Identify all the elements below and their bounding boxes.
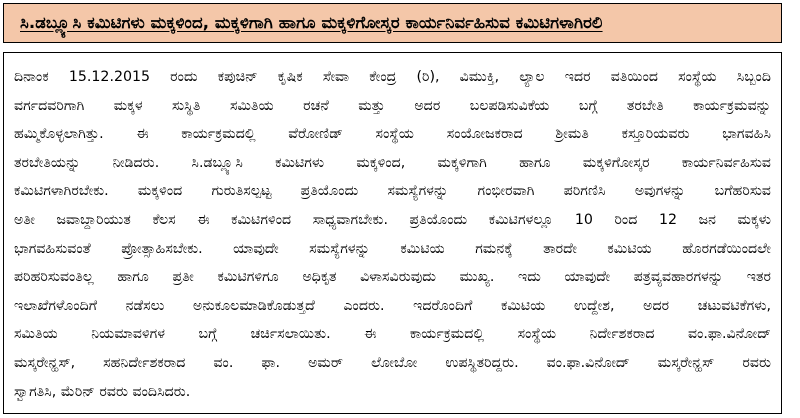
paragraph-line-6: ಅತೀ ಜವಾಬ್ದಾರಿಯುತ ಕೆಲಸ ಈ ಕಮಿಟಿಗಳಿಂದ ಸಾಧ್ಯವಾಗಬೇಕು. ಪ್ರತಿಯೊಂದು ಕಮಿಟಿಗಳಲ್ಲೂ 10 ರಿಂದ 12 ಜನ ಮಕ್ಕಳು [14, 211, 771, 228]
title-banner [3, 3, 782, 43]
paragraph-line-5: ಕಮಿಟಿಗಳಾಗಿರಬೇಕು. ಮಕ್ಕಳಿಂದ ಗುರುತಿಸಲ್ಪಟ್ಟ ಪ್ರತಿಯೊಂದು ಸಮಸ್ಯೆಗಳನ್ನು ಗಂಭೀರವಾಗಿ ಪರಿಗಣಿಸಿ ಅವುಗಳನ್ನು ಬಗೆಹರಿಸುವ [14, 183, 771, 200]
article-body [3, 52, 782, 414]
paragraph-line-9: ಇಲಾಖೆಗಳೊಂದಿಗೆ ನಡೆಸಲು ಅನುಕೂಲಮಾಡಿಕೊಡುತ್ತದೆ ಎಂದರು. ಇದರೊಂದಿಗೆ ಕಮಿಟಿಯ ಉದ್ದೇಶ, ಅದರ ಚಟುವಟಿಕೆಗಳು, [14, 297, 771, 314]
paragraph-line-8: ಪರಿಹರಿಸುವಂತಿಲ್ಲ ಹಾಗೂ ಪ್ರತೀ ಕಮಿಟಿಗಳಿಗೂ ಅಧಿಕೃತ ವಿಳಾಸವಿರುವುದು ಮುಖ್ಯ. ಇದು ಯಾವುದೇ ಪತ್ರವ್ಯವಹಾರಗಳನ್ನು ಇತರ [14, 269, 771, 286]
paragraph-line-10: ಸಮಿತಿಯ ನಿಯಮಾವಳಿಗಳ ಬಗ್ಗೆ ಚರ್ಚಿಸಲಾಯಿತು. ಈ ಕಾರ್ಯಕ್ರಮದಲ್ಲಿ ಸಂಸ್ಥೆಯ ನಿರ್ದೇಶಕರಾದ ವಂ.ಫಾ.ವಿನೋದ್ [14, 326, 771, 343]
paragraph-line-11: ಮಸ್ಕರೇನ್ಹಸ್, ಸಹನಿರ್ದೇಶಕರಾದ ವಂ. ಫಾ. ಅಮರ್ ಲೋಬೋ ಉಪಸ್ಥಿತರಿದ್ದರು. ವಂ.ಫಾ.ವಿನೋದ್ ಮಸ್ಕರೇನ್ಹಸ್ ರವರು [14, 354, 771, 371]
paragraph-line-1: ದಿನಾಂಕ 15.12.2015 ರಂದು ಕಪುಚಿನ್ ಕೃಷಿಕ ಸೇವಾ ಕೇಂದ್ರ (ರಿ), ವಿಮುಕ್ತಿ, ಲ್ಯಾಲ ಇದರ ವತಿಯಿಂದ ಸಂಸ್ಥೆಯ ಸಿಬ್ಬಂದಿ [14, 69, 771, 85]
paragraph-line-7: ಭಾಗವಹಿಸುವಂತೆ ಪ್ರೋತ್ಸಾಹಿಸಬೇಕು. ಯಾವುದೇ ಸಮಸ್ಯೆಗಳನ್ನು ಕಮಿಟಿಯ ಗಮನಕ್ಕೆ ತಾರದೇ ಕಮಿಟಿಯ ಹೊರಗಡೆಯಿಂದಲೇ [14, 240, 771, 257]
paragraph-line-3: ಹಮ್ಮಿಕೊಳ್ಳಲಾಗಿತ್ತು. ಈ ಕಾರ್ಯಕ್ರಮದಲ್ಲಿ ವೆರೋಣಿಡ್ ಸಂಸ್ಥೆಯ ಸಂಯೋಜಕರಾದ ಶ್ರೀಮತಿ ಕಸ್ತೂರಿಯವರು ಭಾಗವಹಿಸಿ [14, 126, 771, 143]
document-title: ಸಿ.ಡಬ್ಲ್ಯೂಸಿ ಕಮಿಟಿಗಳು ಮಕ್ಕಳಿಂದ, ಮಕ್ಕಳಿಗಾಗಿ ಹಾಗೂ ಮಕ್ಕಳಿಗೋಸ್ಕರ ಕಾರ್ಯನಿರ್ವಹಿಸುವ ಕಮಿಟಿಗಳಾಗಿರಲಿ [20, 13, 603, 32]
paragraph-line-12: ಸ್ವಾಗತಿಸಿ, ಮೆರಿನ್ ರವರು ವಂದಿಸಿದರು. [14, 383, 191, 400]
paragraph-line-2: ವರ್ಗದವರಿಗಾಗಿ ಮಕ್ಕಳ ಸುಸ್ಥಿತಿ ಸಮಿತಿಯ ರಚನೆ ಮತ್ತು ಅದರ ಬಲಪಡಿಸುವಿಕೆಯ ಬಗ್ಗೆ ತರಬೇತಿ ಕಾರ್ಯಕ್ರಮವನ್ನು [14, 97, 771, 114]
paragraph-line-4: ತರಬೇತಿಯನ್ನು ನೀಡಿದರು. ಸಿ.ಡಬ್ಲ್ಯೂಸಿ ಕಮಿಟಿಗಳು ಮಕ್ಕಳಿಂದ, ಮಕ್ಕಳಿಗಾಗಿ ಹಾಗೂ ಮಕ್ಕಳಿಗೋಸ್ಕರ ಕಾರ್ಯನಿರ್ವಹಿಸುವ [14, 154, 771, 171]
